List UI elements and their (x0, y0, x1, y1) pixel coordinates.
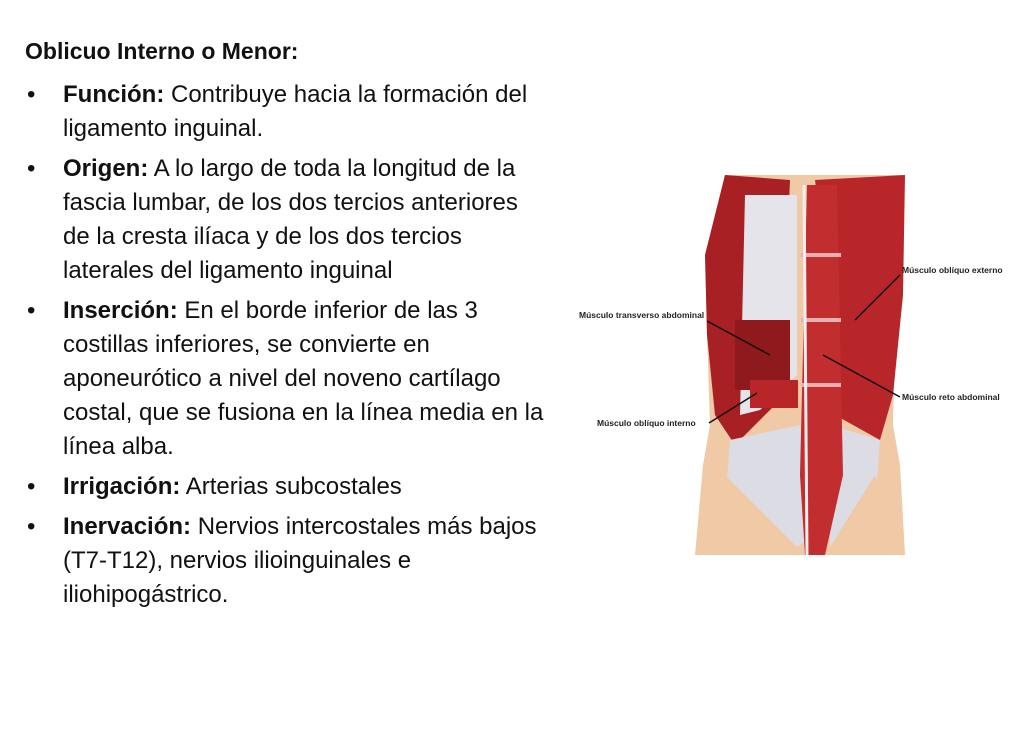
bullet-origen (25, 152, 550, 288)
bullet-label: Inserción: (63, 297, 178, 324)
slide-title: Oblicuo Interno o Menor: (25, 38, 299, 64)
label-reto: Músculo reto abdominal (902, 392, 1000, 402)
bullet-marker: • (27, 81, 36, 108)
bullet-text: Arterias subcostales (185, 473, 402, 500)
bullet-marker: • (27, 513, 36, 540)
bullet-text: En el borde inferior de las 3 costillas inferiores, se convierte en aponeurótico a nivel del noveno cartílago costal, que se fusiona en la línea media en la línea alba. (63, 297, 544, 460)
abdominal-muscles-illustration (575, 175, 1015, 560)
bullet-irrigacion (25, 470, 550, 504)
bullet-text: A lo largo de toda la longitud de la fascia lumbar, de los dos tercios anteriores de la cresta ilíaca y de los dos tercios laterales del ligamento inguinal (63, 155, 518, 284)
bullet-list (25, 78, 550, 618)
internal-oblique-block (750, 380, 798, 408)
bullet-inervacion (25, 510, 550, 612)
bullet-marker: • (27, 155, 36, 182)
bullet-label: Irrigación: (63, 473, 181, 500)
label-externo: Músculo oblíquo externo (902, 265, 1003, 275)
bullet-insercion (25, 294, 550, 464)
bullet-label: Función: (63, 81, 165, 108)
label-interno: Músculo oblíquo interno (597, 418, 696, 428)
bullet-marker: • (27, 473, 36, 500)
bullet-text: Contribuye hacia la formación del ligamento inguinal. (63, 81, 528, 142)
bullet-label: Origen: (63, 155, 149, 182)
bullet-text: Nervios intercostales más bajos (T7-T12), nervios ilioinguinales e iliohipogástrico. (63, 513, 537, 608)
transverse-muscle-block (735, 320, 790, 390)
anatomy-svg (575, 175, 1015, 560)
bullet-marker: • (27, 297, 36, 324)
bullet-label: Inervación: (63, 513, 192, 540)
bullet-funcion (25, 78, 550, 146)
label-transverso: Músculo transverso abdominal (579, 310, 705, 320)
